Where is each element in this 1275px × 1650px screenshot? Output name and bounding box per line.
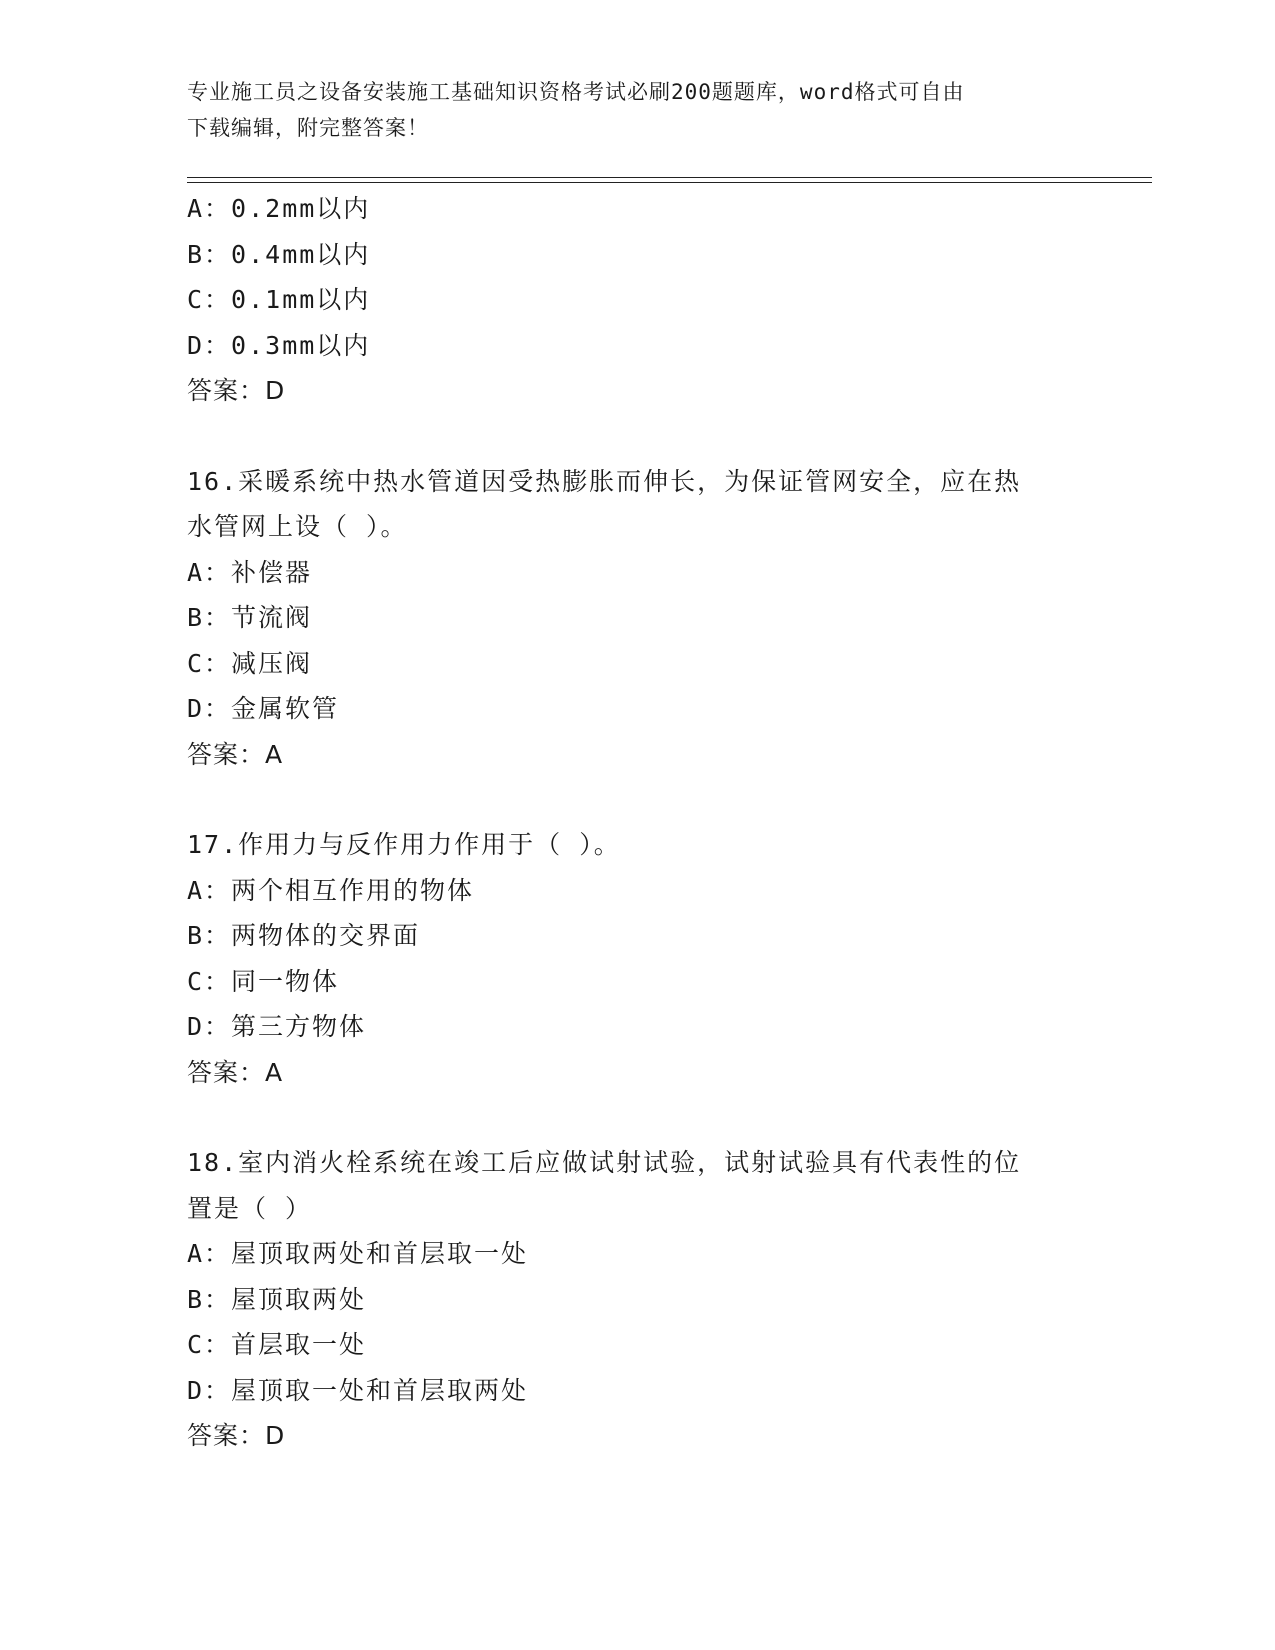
question-17: [187, 822, 1087, 1095]
answer: 答案：D: [187, 376, 286, 405]
question-list: [187, 186, 1087, 1459]
option-b: B：屋顶取两处: [187, 1284, 367, 1314]
question-stem: 16.采暖系统中热水管道因受热膨胀而伸长，为保证管网安全，应在热: [187, 466, 1022, 496]
option-a: A：两个相互作用的物体: [187, 875, 475, 905]
option-c: C：减压阀: [187, 648, 313, 678]
question-stem: 18.室内消火栓系统在竣工后应做试射试验，试射试验具有代表性的位: [187, 1148, 1022, 1177]
question-stem-continued: 置是（ ）: [187, 1193, 313, 1223]
option-c: C：首层取一处: [187, 1330, 367, 1359]
question-18: [187, 1140, 1087, 1459]
option-a: A：屋顶取两处和首层取一处: [187, 1239, 529, 1268]
document-header: [187, 74, 1087, 146]
option-d: D：屋顶取一处和首层取两处: [187, 1375, 529, 1405]
answer: 答案：A: [187, 739, 284, 769]
option-d: D：第三方物体: [187, 1012, 367, 1041]
header-divider: [187, 177, 1152, 183]
question-stem: 17.作用力与反作用力作用于（ ）。: [187, 830, 621, 859]
option-d: D：0.3mm以内: [187, 330, 371, 360]
question-16: [187, 459, 1087, 778]
answer: 答案：A: [187, 1057, 284, 1087]
option-b: B：0.4mm以内: [187, 239, 371, 269]
question-stem-continued: 水管网上设（ ）。: [187, 512, 408, 541]
option-b: B：节流阀: [187, 603, 313, 632]
question-15: [187, 186, 1087, 414]
option-d: D：金属软管: [187, 694, 340, 723]
option-b: B：两物体的交界面: [187, 921, 421, 950]
option-a: A：0.2mm以内: [187, 194, 371, 223]
answer: 答案：D: [187, 1421, 286, 1450]
option-a: A：补偿器: [187, 557, 313, 587]
header-line-2: 下载编辑，附完整答案！: [187, 116, 429, 140]
header-line-1: 专业施工员之设备安装施工基础知识资格考试必刷200题题库，word格式可自由: [187, 80, 965, 104]
option-c: C：同一物体: [187, 966, 340, 996]
option-c: C：0.1mm以内: [187, 285, 371, 314]
